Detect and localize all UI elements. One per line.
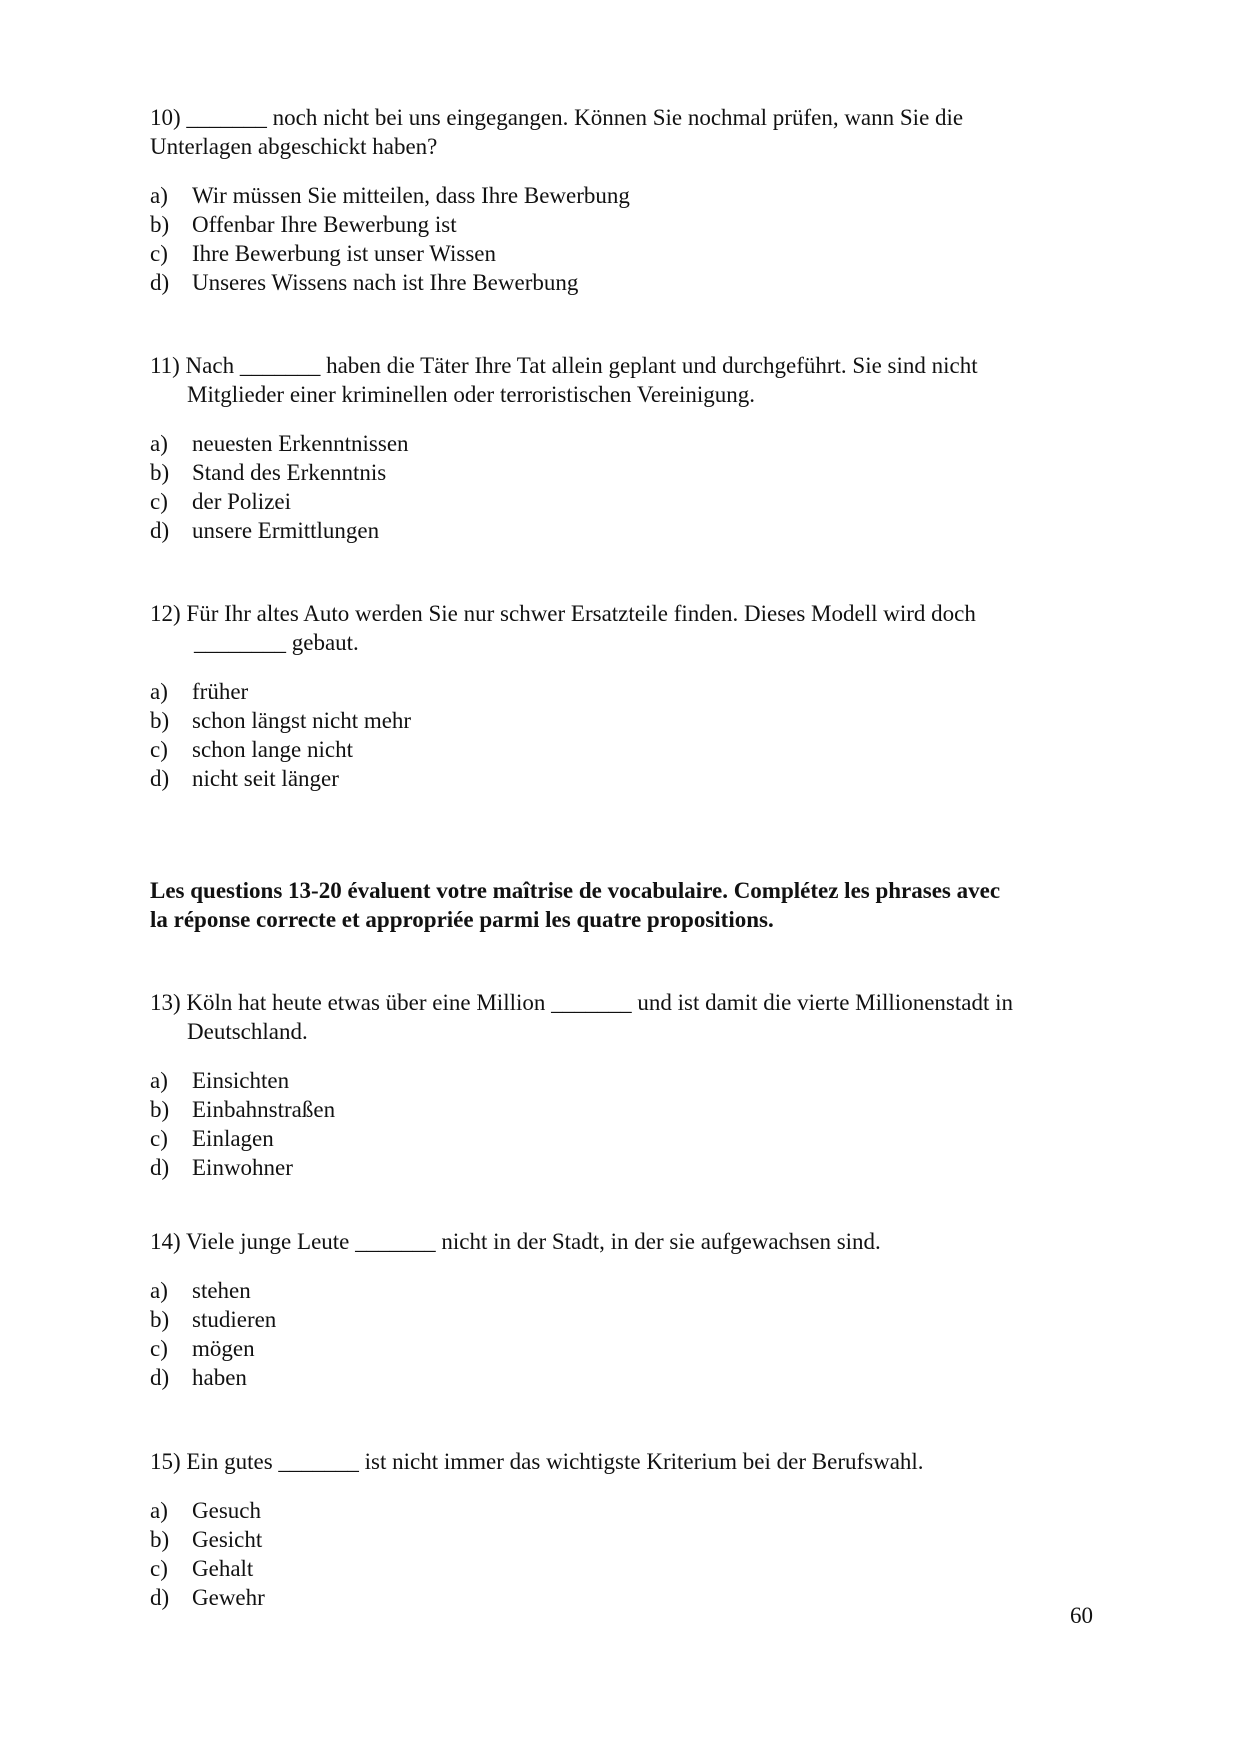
question-text: 12) Für Ihr altes Auto werden Sie nur schwer Ersatzteile finden. Dieses Modell wird doch <box>150 601 976 626</box>
option-b[interactable]: b) Einbahnstraßen <box>150 1097 336 1122</box>
question-text: 15) Ein gutes _______ ist nicht immer das wichtigste Kriterium bei der Berufswahl. <box>150 1449 924 1474</box>
question-text: 11) Nach _______ haben die Täter Ihre Tat allein geplant und durchgeführt. Sie sind nicht <box>150 353 978 378</box>
option-d[interactable]: d) Unseres Wissens nach ist Ihre Bewerbung <box>150 270 579 295</box>
option-b[interactable]: b) studieren <box>150 1307 277 1332</box>
option-d[interactable]: d) haben <box>150 1365 247 1390</box>
question-11 <box>150 351 1090 545</box>
option-a[interactable]: a) Einsichten <box>150 1068 290 1093</box>
question-12 <box>150 599 1090 793</box>
question-10 <box>150 103 1090 297</box>
question-14 <box>150 1227 1090 1392</box>
option-d[interactable]: d) Einwohner <box>150 1155 293 1180</box>
question-text: Unterlagen abgeschickt haben? <box>150 134 438 159</box>
option-a[interactable]: a) neuesten Erkenntnissen <box>150 431 409 456</box>
question-15 <box>150 1447 1090 1612</box>
option-list <box>150 429 1090 545</box>
question-text: ________ gebaut. <box>194 630 359 655</box>
option-c[interactable]: c) schon lange nicht <box>150 737 353 762</box>
question-text: 14) Viele junge Leute _______ nicht in der Stadt, in der sie aufgewachsen sind. <box>150 1229 881 1254</box>
option-a[interactable]: a) Gesuch <box>150 1498 261 1523</box>
option-d[interactable]: d) Gewehr <box>150 1585 265 1610</box>
question-13 <box>150 988 1090 1182</box>
question-text: 13) Köln hat heute etwas über eine Million _______ und ist damit die vierte Millionenstadt in <box>150 990 1013 1015</box>
question-text: Deutschland. <box>187 1019 308 1044</box>
option-c[interactable]: c) mögen <box>150 1336 255 1361</box>
option-list <box>150 181 1090 297</box>
option-b[interactable]: b) schon längst nicht mehr <box>150 708 412 733</box>
question-text: Mitglieder einer kriminellen oder terroristischen Vereinigung. <box>187 382 756 407</box>
option-c[interactable]: c) Gehalt <box>150 1556 254 1581</box>
option-list <box>150 677 1090 793</box>
question-text: 10) _______ noch nicht bei uns eingegangen. Können Sie nochmal prüfen, wann Sie die <box>150 105 964 130</box>
page-number: 60 <box>1070 1603 1093 1628</box>
option-d[interactable]: d) unsere Ermittlungen <box>150 518 380 543</box>
option-list <box>150 1496 1090 1612</box>
option-c[interactable]: c) Ihre Bewerbung ist unser Wissen <box>150 241 496 266</box>
option-c[interactable]: c) der Polizei <box>150 489 291 514</box>
option-d[interactable]: d) nicht seit länger <box>150 766 339 791</box>
instruction-line: la réponse correcte et appropriée parmi les quatre propositions. <box>150 907 774 932</box>
option-b[interactable]: b) Offenbar Ihre Bewerbung ist <box>150 212 457 237</box>
option-list <box>150 1276 1090 1392</box>
option-a[interactable]: a) früher <box>150 679 249 704</box>
instruction-line: Les questions 13-20 évaluent votre maîtrise de vocabulaire. Complétez les phrases avec <box>150 878 1001 903</box>
option-list <box>150 1066 1090 1182</box>
option-a[interactable]: a) stehen <box>150 1278 251 1303</box>
option-c[interactable]: c) Einlagen <box>150 1126 274 1151</box>
option-a[interactable]: a) Wir müssen Sie mitteilen, dass Ihre Bewerbung <box>150 183 630 208</box>
vocabulary-instruction <box>150 876 1110 934</box>
option-b[interactable]: b) Stand des Erkenntnis <box>150 460 387 485</box>
option-b[interactable]: b) Gesicht <box>150 1527 263 1552</box>
